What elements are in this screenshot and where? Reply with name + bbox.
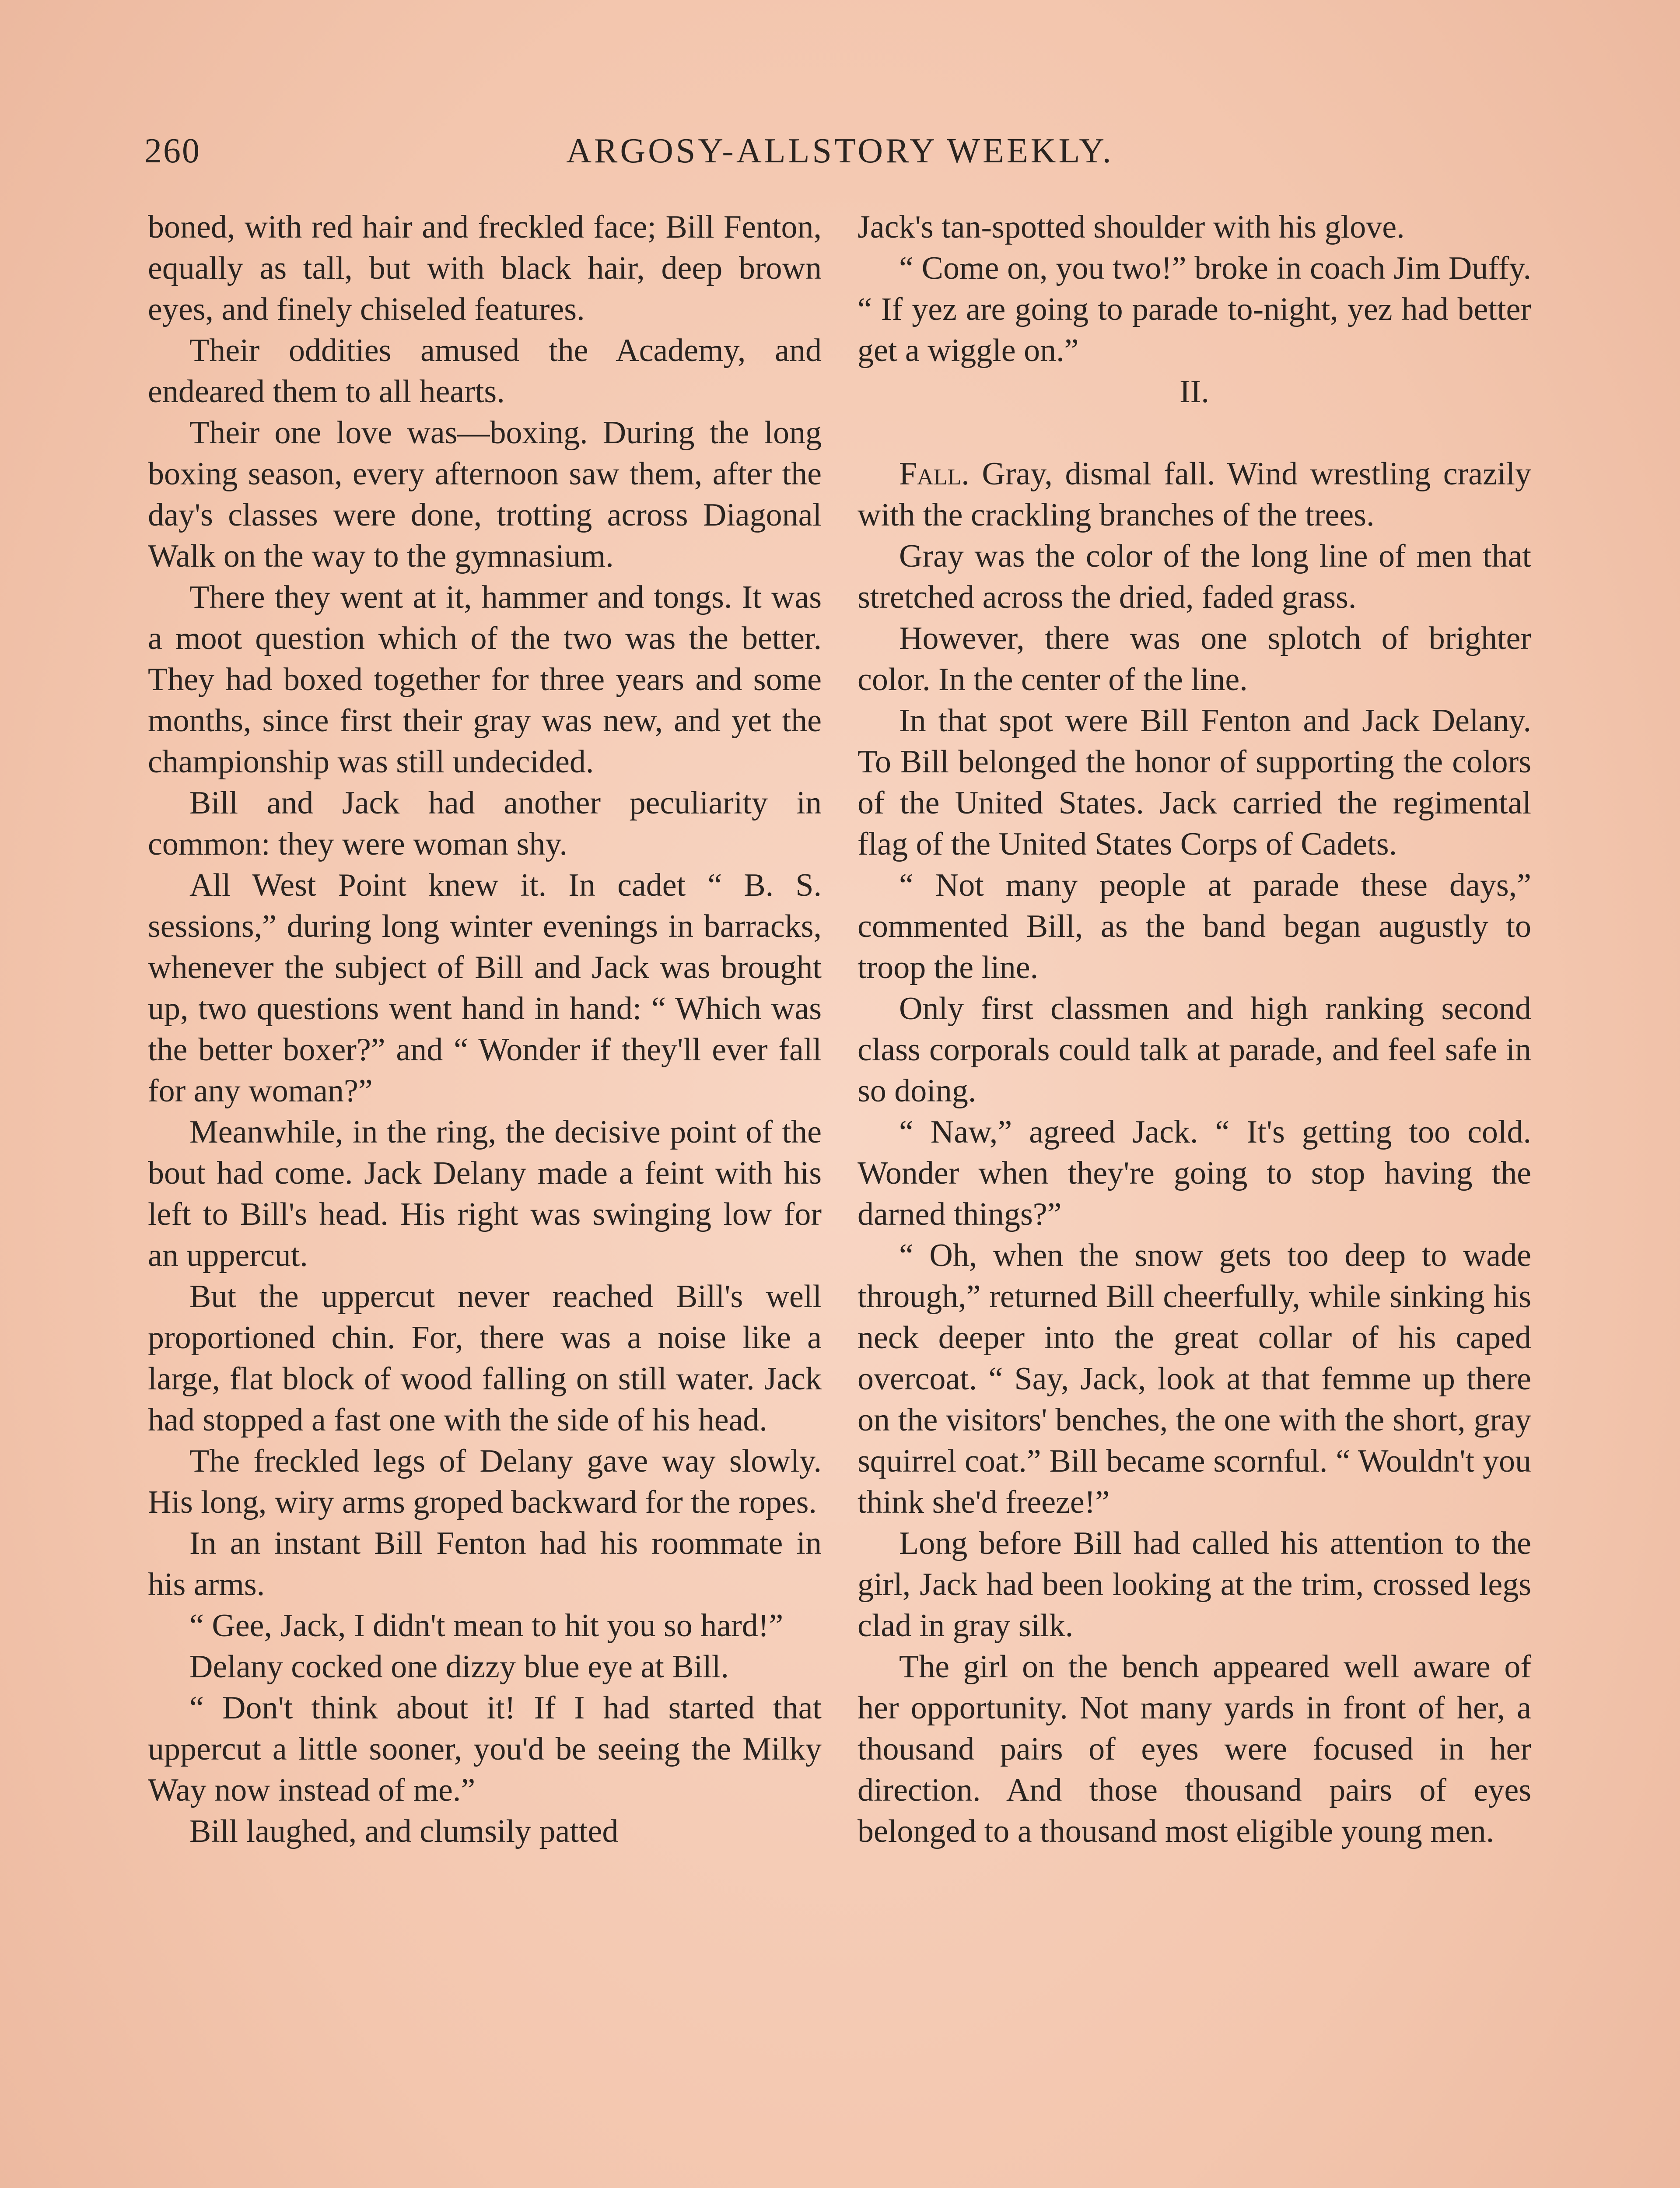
left-column (148, 207, 822, 1852)
section-number: II. (1180, 374, 1209, 410)
paragraph: Jack's tan-spotted shoulder with his glove. (858, 209, 1405, 245)
section-lead-paragraph (858, 453, 1531, 536)
paragraph: All West Point knew it. In cadet “ B. S. sessions,” during long winter evenings in barracks, whenever the subject of Bill and Jack was brought up, two questions went hand in hand: “ Which was the better boxer?” and “ Wonder if they'll ever fall for any woman?” (148, 867, 822, 1109)
magazine-title: ARGOSY-ALLSTORY WEEKLY. (566, 132, 1114, 170)
paragraph: “ Come on, you two!” broke in coach Jim Duffy. “ If yez are going to parade to-night, yez had better get a wiggle on.” (858, 250, 1531, 368)
paragraph: Only first classmen and high ranking second class corporals could talk at parade, and feel safe in so doing. (858, 991, 1531, 1109)
paragraph: There they went at it, hammer and tongs. It was a moot question which of the two was the better. They had boxed together for three years and some months, since first their gray was new, and yet the championship was still undecided. (148, 579, 822, 780)
paragraph: boned, with red hair and freckled face; Bill Fenton, equally as tall, but with black hair, deep brown eyes, and finely chiseled features. (148, 209, 822, 327)
paragraph: The girl on the bench appeared well aware of her opportunity. Not many yards in front of her, a thousand pairs of eyes were focused in her direction. And those thousand pairs of eyes belonged to a thousand most eligible young men. (858, 1649, 1531, 1849)
paragraph: “ Not many people at parade these days,” commented Bill, as the band began augustly to troop the line. (858, 867, 1531, 985)
right-column (858, 207, 1531, 1852)
paragraph: Their oddities amused the Academy, and endeared them to all hearts. (148, 333, 822, 410)
section-lead-text: Gray, dismal fall. Wind wrestling crazily with the crackling branches of the trees. (858, 456, 1531, 533)
paragraph: However, there was one splotch of brighter color. In the center of the line. (858, 621, 1531, 698)
paragraph: Gray was the color of the long line of men that stretched across the dried, faded grass. (858, 538, 1531, 615)
paragraph: Bill laughed, and clumsily patted (189, 1813, 619, 1849)
paragraph: “ Naw,” agreed Jack. “ It's getting too cold. Wonder when they're going to stop having the darned things?” (858, 1114, 1531, 1232)
page-header (144, 131, 1536, 179)
paragraph: Bill and Jack had another peculiarity in common: they were woman shy. (148, 785, 822, 862)
paragraph: But the uppercut never reached Bill's well proportioned chin. For, there was a noise like a large, flat block of wood falling on still water. Jack had stopped a fast one with the side of his head. (148, 1279, 822, 1438)
paragraph: “ Don't think about it! If I had started that uppercut a little sooner, you'd be seeing the Milky Way now instead of me.” (148, 1690, 822, 1808)
paragraph: Delany cocked one dizzy blue eye at Bill. (189, 1649, 729, 1685)
paragraph: “ Gee, Jack, I didn't mean to hit you so hard!” (189, 1608, 784, 1644)
paragraph: The freckled legs of Delany gave way slowly. His long, wiry arms groped backward for the ropes. (148, 1443, 822, 1520)
paragraph: “ Oh, when the snow gets too deep to wade through,” returned Bill cheerfully, while sinking his neck deeper into the great collar of his caped overcoat. “ Say, Jack, look at that femme up there on the visitors' benches, the one with the short, gray squirrel coat.” Bill became scornful. “ Wouldn't you think she'd freeze!” (858, 1238, 1531, 1520)
section-lead-small-caps: Fall. (899, 456, 970, 492)
paragraph: Long before Bill had called his attention to the girl, Jack had been looking at the trim, crossed legs clad in gray silk. (858, 1525, 1531, 1644)
paragraph: Their one love was—boxing. During the long boxing season, every afternoon saw them, after the day's classes were done, trotting across Diagonal Walk on the way to the gymnasium. (148, 415, 822, 574)
paragraph: In an instant Bill Fenton had his roommate in his arms. (148, 1525, 822, 1602)
paragraph: In that spot were Bill Fenton and Jack Delany. To Bill belonged the honor of supporting the colors of the United States. Jack carried the regimental flag of the United States Corps of Cadets. (858, 703, 1531, 862)
page-number: 260 (144, 132, 201, 170)
paragraph: Meanwhile, in the ring, the decisive point of the bout had come. Jack Delany made a feint with his left to Bill's head. His right was swinging low for an uppercut. (148, 1114, 822, 1273)
